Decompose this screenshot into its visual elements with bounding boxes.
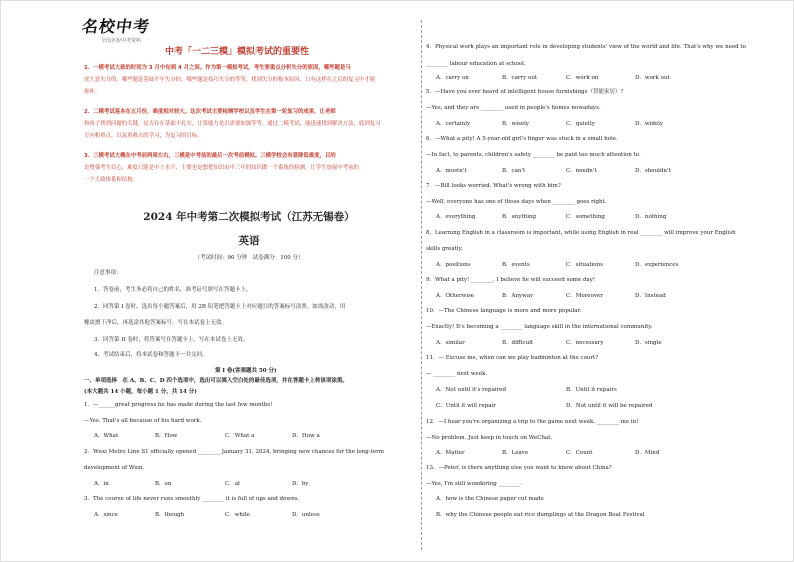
question-line: development of Wuxi. (84, 465, 145, 471)
intro-line: 和孩子找到问题的关键，是否存在基础不扎实，计算能力是否需要加强等等。通过二模考试，能迅速找到解决方法，底到复习 (84, 121, 381, 128)
question-line: skills greatly. (426, 246, 463, 252)
option-c[interactable]: C．work on (566, 75, 599, 81)
intro-paragraph-3 (84, 150, 414, 187)
note-item: 4．考试结束后，将本试卷和答题卡一并交回。 (94, 352, 208, 358)
question-line: —Well, everyone has one of those days when ________ goes right. (426, 199, 607, 205)
option-c[interactable]: C．while (225, 512, 250, 518)
option-d[interactable]: D．work out (635, 75, 670, 81)
option-a[interactable]: A．Not until it's repaired (436, 387, 507, 393)
option-a[interactable]: A．Otherwise (436, 293, 475, 299)
option-b[interactable]: B．wisely (502, 121, 529, 127)
option-d[interactable]: D．shouldn't (635, 168, 671, 174)
option-c[interactable]: C．situations (566, 262, 603, 268)
question-line: — ________ next week. (426, 371, 488, 377)
option-a[interactable]: A．mustn't (436, 168, 467, 174)
option-d[interactable]: D．experiences (635, 262, 679, 268)
option-c[interactable]: C．Count (566, 450, 593, 456)
intro-line: 2．二模考试基本在五月份，难度相对较大。这次考试主要检测学校以及学生在第一轮复习的成果，让老师 (84, 109, 336, 115)
option-b[interactable]: B．difficult (502, 340, 534, 346)
option-d[interactable]: D．widely (635, 121, 664, 127)
note-item: 3．回答第 II 卷时，将答案写在答题卡上，写在本试卷上无效。 (94, 337, 249, 343)
option-b[interactable]: B．events (502, 262, 530, 268)
option-b[interactable]: B．anything (502, 214, 537, 220)
option-a[interactable]: A．Matter (436, 450, 465, 456)
question-line: 5．—Have you ever heard of intelligent house furnishings（智能家居）? (426, 89, 624, 95)
note-item: 2．回答第 I 卷时，选出每小题答案后，用 2B 铅笔把答题卡上对应题目的答案标号涂黑。如需改动，用 (94, 304, 346, 310)
option-a[interactable]: A．What (94, 433, 119, 439)
question-line: —Exactly! It's becoming a ________ language skill in the international community. (426, 324, 653, 330)
option-b[interactable]: B．can't (502, 168, 526, 174)
option-a[interactable]: A．how is the Chinese paper cut made (436, 496, 544, 502)
logo-text: 名校中考 (80, 17, 152, 36)
note-item: 1．答卷前，考生务必将自己的姓名、准考证号填写在答题卡上。 (94, 287, 252, 293)
option-b[interactable]: B．carry out (502, 75, 538, 81)
option-a[interactable]: A．similar (436, 340, 465, 346)
logo-subtitle: 全国名校中考资料 (100, 38, 141, 44)
logo (82, 16, 160, 46)
column-divider (421, 20, 422, 550)
question-line: —Yes, I'm still wondering ________. (426, 481, 523, 487)
option-a[interactable]: A．carry on (436, 75, 469, 81)
exam-info: （考试时间：90 分钟 试卷满分：100 分） (194, 255, 304, 261)
question-line: 7．—Bill looks worried. What's wrong with him? (426, 183, 561, 189)
section-instruction: (本大题共 14 小题，每小题 1 分，共 14 分) (84, 389, 197, 395)
intro-line: 方向和重点，以及重难点的学习，为复习的目标。 (84, 133, 203, 140)
option-b[interactable]: B．why the Chinese people eat rice dumplings at the Dragon Boat Festival (436, 512, 645, 518)
option-c[interactable]: C．needn't (566, 168, 597, 174)
question-line: 8．Learning English in a classroom is important, while using English in real ________ will improve your English (426, 230, 736, 236)
intro-line: 弥补。 (84, 89, 101, 96)
question-line: —Yes, and they are ________ used in people's homes nowadays. (426, 105, 601, 111)
option-d[interactable]: D．by (292, 481, 309, 487)
question-line: 3．The course of life never runs smoothly ________ it is full of ups and downs. (84, 496, 300, 502)
question-line: 6．—What a pity! A 5-year-old girl's finger was stuck in a small hole. (426, 136, 618, 142)
exam-subject: 英语 (238, 235, 260, 247)
intro-paragraph-2 (84, 106, 414, 143)
option-d[interactable]: D．Not until it will be repaired (566, 403, 653, 409)
option-b[interactable]: B．Leave (502, 450, 529, 456)
option-b[interactable]: B．How (155, 433, 178, 439)
option-d[interactable]: D．nothing (635, 214, 667, 220)
intro-line: 是增强考生信心，难度只能是中上水平，主要也是想把知识由中三年的知识做一个系统的检测，让学生加强中考前的 (84, 165, 359, 172)
question-line: —No problem. Just keep in touch on WeChat. (426, 435, 553, 441)
note-item: 橡皮擦干净后，再选涂其他答案标号。写在本试卷上无效。 (84, 320, 228, 326)
question-line: 12．—I hear you're organizing a trip to the game next week. ________ me in! (426, 419, 639, 425)
option-d[interactable]: D．single (635, 340, 662, 346)
option-a[interactable]: A．positions (436, 262, 471, 268)
option-b[interactable]: B．though (155, 512, 185, 518)
option-b[interactable]: B．Until it repairs (566, 387, 617, 393)
section-instruction: 一、单项选择 在 A、B、C、D 四个选项中，选出可以填入空白处的最佳选项，并在答题卡上将该项涂黑。 (84, 378, 348, 384)
question-line: 4．Physical work plays an important role in developing students' view of the world and life. That's why we need to (426, 44, 746, 50)
question-line: —Yes. That's all because of his hard work. (84, 418, 202, 424)
option-c[interactable]: C．Until it will repair (436, 403, 496, 409)
option-c[interactable]: C．quietly (566, 121, 595, 127)
option-c[interactable]: C．at (225, 481, 241, 487)
option-a[interactable]: A．in (94, 481, 109, 487)
section-title: 第 I 卷(客观题共 50 分) (215, 368, 277, 374)
question-line: —In fact, to parents, children's safety ________ be paid too much attention to. (426, 152, 641, 158)
intro-line: 虎大意失分的，哪些题是基础不牢失分的，哪些题是技巧失分的等等，找到失分的根本原因，只有这样在之后的复习中才能 (84, 77, 376, 84)
option-d[interactable]: D．Instead (635, 293, 666, 299)
option-b[interactable]: B．on (155, 481, 172, 487)
option-c[interactable]: C．something (566, 214, 605, 220)
intro-line: 3．三模考试大概在中考前两周左右，三模是中考前的最后一次考前模拟。三模学校会有意降低难度，目的 (84, 153, 336, 159)
option-a[interactable]: A．everything (436, 214, 476, 220)
intro-paragraph-1 (84, 62, 414, 99)
question-line: ________ labour education at school. (426, 61, 526, 67)
question-line: 10．—The Chinese language is more and more popular. (426, 308, 582, 314)
question-line: 13．—Peter, is there anything else you want to know about China? (426, 465, 612, 471)
option-a[interactable]: A．since (94, 512, 118, 518)
header-title: 中考「一二三模」模拟考试的重要性 (165, 47, 310, 57)
option-a[interactable]: A．certainly (436, 121, 471, 127)
option-b[interactable]: B．Anyway (502, 293, 534, 299)
question-line: 11．— Excuse me, when can we play badminton at the court? (426, 355, 599, 361)
exam-title: 2024 年中考第二次模拟考试（江苏无锡卷） (143, 211, 355, 223)
notes-heading: 注意事项： (94, 270, 122, 276)
option-d[interactable]: D．How a (292, 433, 320, 439)
option-c[interactable]: C．What a (225, 433, 255, 439)
option-c[interactable]: C．necessary (566, 340, 604, 346)
option-d[interactable]: D．unless (292, 512, 320, 518)
intro-line: 一个大致体系和结构。 (84, 177, 138, 184)
intro-line: 1．一模考试大致的时间为 3 月中旬到 4 月之间。作为第一模拟考试，考生要重点分析失分的原因，哪些题是马 (84, 65, 351, 71)
option-c[interactable]: C．Moreover (566, 293, 603, 299)
question-line: 9．What a pity! ________, I believe he will succeed some day! (426, 277, 596, 283)
question-line: 1．—______great progress he has made during the last few months! (84, 402, 273, 408)
option-d[interactable]: D．Mind (635, 450, 660, 456)
question-line: 2．Wuxi Metro Line S1 officially opened ________ January 31, 2024, bringing new chances for the long-term (84, 449, 384, 455)
